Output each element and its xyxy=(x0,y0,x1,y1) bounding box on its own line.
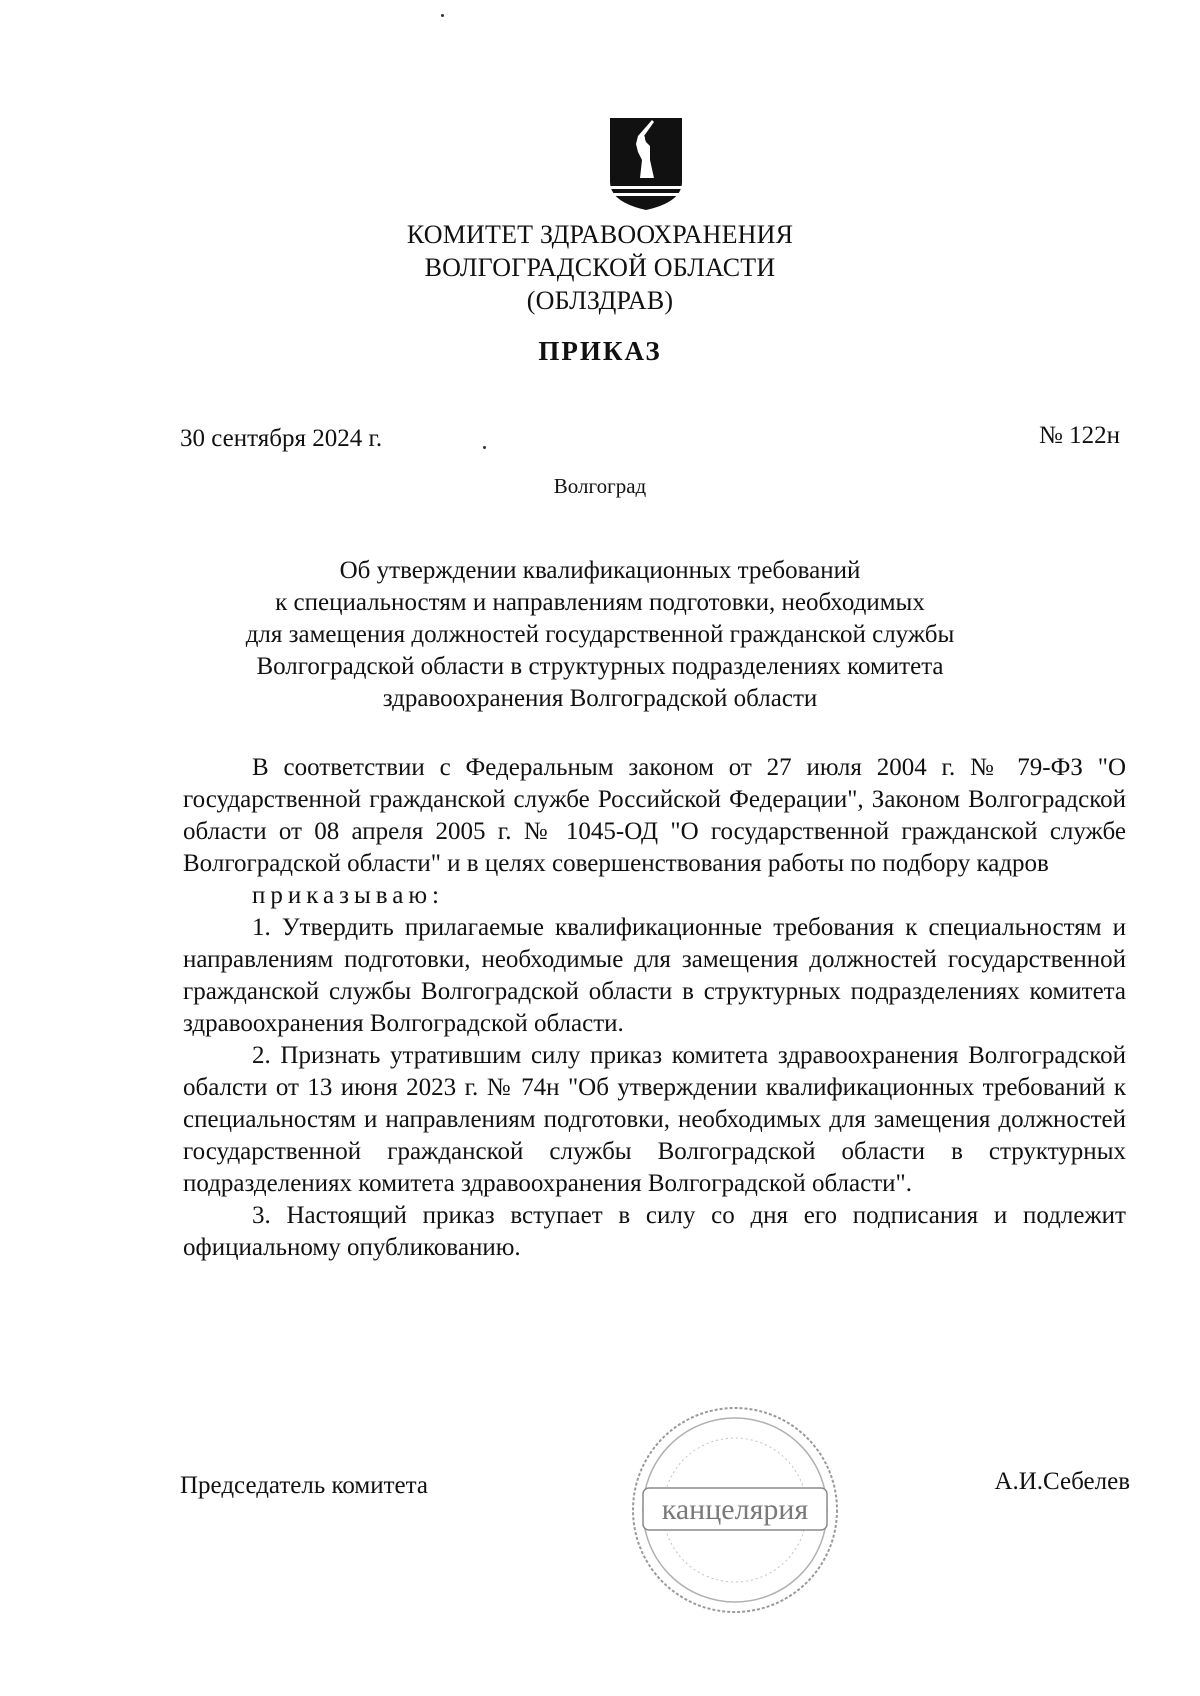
order-item-1: 1. Утвердить прилагаемые квалификационные требования к специальностям и направлениям подготовки, необходимые для замещения должностей государственной гражданской службы Волгоградской области в структурных подразделениях комитета здравоохранения Волгоградской области. xyxy=(183,914,1126,1037)
org-line-1: КОМИТЕТ ЗДРАВООХРАНЕНИЯ xyxy=(406,220,794,249)
coat-of-arms-icon xyxy=(608,116,684,212)
document-type: ПРИКАЗ xyxy=(538,336,662,366)
scan-speck xyxy=(483,446,486,449)
subject-line: здравоохранения Волгоградской области xyxy=(382,685,818,712)
order-word: приказываю: xyxy=(252,882,444,909)
stamp-text: канцелярия xyxy=(661,1493,809,1526)
org-line-2: ВОЛГОГРАДСКОЙ ОБЛАСТИ xyxy=(424,253,776,282)
subject-line: Об утверждении квалификационных требований xyxy=(339,557,861,584)
signer-title: Председатель комитета xyxy=(180,1472,428,1499)
document-city: Волгоград xyxy=(553,474,647,498)
signer-name: А.И.Себелев xyxy=(994,1468,1130,1495)
subject-line: к специальностям и направлениям подготовки, необходимых xyxy=(275,589,925,616)
subject-line: для замещения должностей государственной гражданской службы xyxy=(245,621,955,648)
order-item-2: 2. Признать утратившим силу приказ комитета здравоохранения Волгоградской обалсти от 13 июня 2023 г. № 74н "Об утверждении квалификационных требований к специальностям и направлениям подготовки, необходимых для замещения должностей государственной гражданской службы Волгоградской области в структурных подразделениях комитета здравоохранения Волгоградской области". xyxy=(183,1042,1126,1197)
office-stamp xyxy=(625,1400,845,1620)
document-subject xyxy=(0,555,1200,715)
document-date: 30 сентября 2024 г. xyxy=(180,425,383,452)
order-item-3: 3. Настоящий приказ вступает в силу со дня его подписания и подлежит официальному опубликованию. xyxy=(183,1202,1126,1261)
subject-line: Волгоградской области в структурных подразделениях комитета xyxy=(256,653,944,680)
preamble-paragraph: В соответствии с Федеральным законом от 27 июля 2004 г. № 79-ФЗ "О государственной гражданской службе Российской Федерации", Законом Волгоградской области от 08 апреля 2005 г. № 1045-ОД "О государственной гражданской службе Волгоградской области" и в целях совершенствования работы по подбору кадров xyxy=(183,754,1126,877)
document-body xyxy=(183,752,1126,1264)
document-number: № 122н xyxy=(1039,422,1120,449)
org-line-3: (ОБЛЗДРАВ) xyxy=(526,286,674,315)
scan-speck xyxy=(441,14,444,17)
organization-name xyxy=(0,218,1200,317)
